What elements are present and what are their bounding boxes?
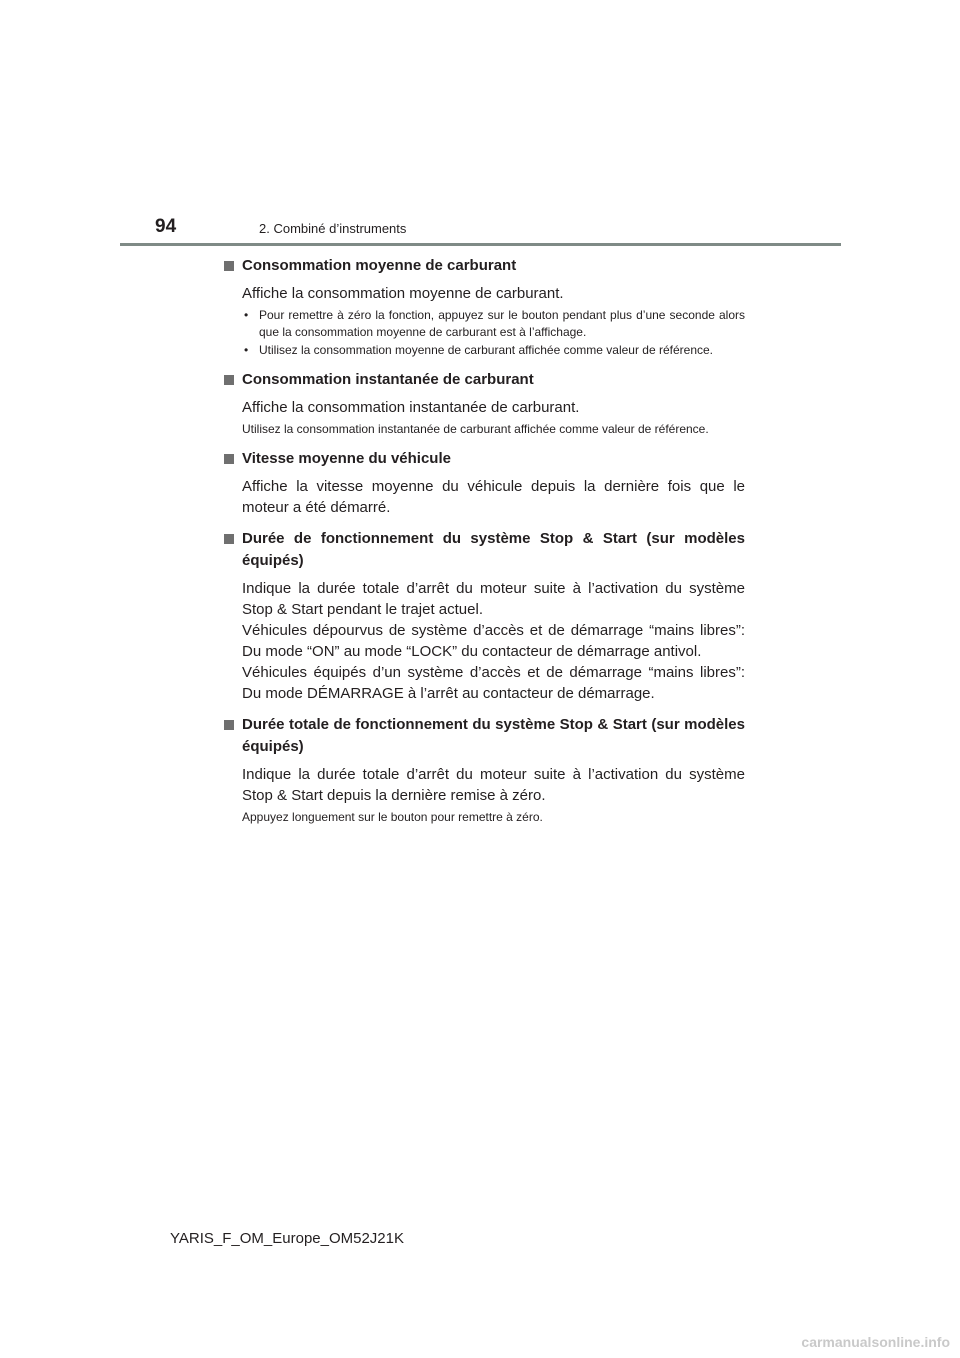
section-average-fuel-consumption bbox=[224, 255, 745, 359]
body-paragraph: Affiche la vitesse moyenne du véhicule depuis la dernière fois que le moteur a été démarré. bbox=[242, 478, 745, 516]
section-stop-start-total-duration bbox=[224, 714, 745, 826]
note-item bbox=[242, 342, 745, 359]
item-heading bbox=[224, 528, 745, 572]
note-text: Utilisez la consommation moyenne de carburant affichée comme valeur de référence. bbox=[259, 343, 714, 357]
item-heading bbox=[224, 369, 745, 391]
header-divider bbox=[120, 243, 841, 246]
heading-text: Vitesse moyenne du véhicule bbox=[242, 450, 451, 467]
body-paragraph: Affiche la consommation instantanée de carburant. bbox=[242, 399, 580, 416]
section-title: 2. Combiné d’instruments bbox=[259, 221, 407, 236]
note-text: Utilisez la consommation instantanée de carburant affichée comme valeur de référence. bbox=[242, 422, 709, 436]
item-body bbox=[242, 764, 745, 806]
heading-text: Consommation moyenne de carburant bbox=[242, 257, 517, 274]
section-average-vehicle-speed bbox=[224, 448, 745, 518]
note-item bbox=[242, 307, 745, 341]
bullet-dot-icon: • bbox=[244, 343, 249, 357]
item-heading bbox=[224, 448, 745, 470]
watermark: carmanualsonline.info bbox=[801, 1334, 950, 1350]
item-body bbox=[242, 283, 745, 304]
item-body bbox=[242, 578, 745, 704]
square-bullet-icon bbox=[224, 454, 234, 464]
page-number: 94 bbox=[155, 216, 177, 237]
note-text: Pour remettre à zéro la fonction, appuyez sur le bouton pendant plus d’une seconde alors que la consommation moyenne de carburant est à l’affichage. bbox=[259, 308, 745, 339]
body-paragraph: Indique la durée totale d’arrêt du moteur suite à l’activation du système Stop & Start pendant le trajet actuel. bbox=[242, 580, 745, 618]
body-paragraph: Véhicules équipés d’un système d’accès et de démarrage “mains libres”: Du mode DÉMARRAGE à l’arrêt au contacteur de démarrage. bbox=[242, 664, 745, 702]
document-code: YARIS_F_OM_Europe_OM52J21K bbox=[170, 1230, 405, 1247]
square-bullet-icon bbox=[224, 375, 234, 385]
square-bullet-icon bbox=[224, 720, 234, 730]
square-bullet-icon bbox=[224, 534, 234, 544]
note-list bbox=[242, 307, 745, 359]
item-heading bbox=[224, 714, 745, 758]
section-instant-fuel-consumption bbox=[224, 369, 745, 438]
item-heading bbox=[224, 255, 745, 277]
section-stop-start-duration bbox=[224, 528, 745, 704]
body-paragraph: Indique la durée totale d’arrêt du moteur suite à l’activation du système Stop & Start depuis la dernière remise à zéro. bbox=[242, 766, 745, 804]
bullet-dot-icon: • bbox=[244, 308, 249, 322]
page-content bbox=[224, 255, 745, 836]
item-body bbox=[242, 397, 745, 418]
heading-text: Durée totale de fonctionnement du système Stop & Start (sur modèles équipés) bbox=[242, 716, 745, 755]
body-paragraph: Affiche la consommation moyenne de carburant. bbox=[242, 285, 564, 302]
heading-text: Consommation instantanée de carburant bbox=[242, 371, 534, 388]
heading-text: Durée de fonctionnement du système Stop & Start (sur modèles équipés) bbox=[242, 530, 745, 569]
square-bullet-icon bbox=[224, 261, 234, 271]
body-paragraph: Véhicules dépourvus de système d’accès et de démarrage “mains libres”: Du mode “ON” au mode “LOCK” du contacteur de démarrage antivol. bbox=[242, 622, 745, 660]
note-text: Appuyez longuement sur le bouton pour remettre à zéro. bbox=[242, 810, 543, 824]
item-body bbox=[242, 476, 745, 518]
